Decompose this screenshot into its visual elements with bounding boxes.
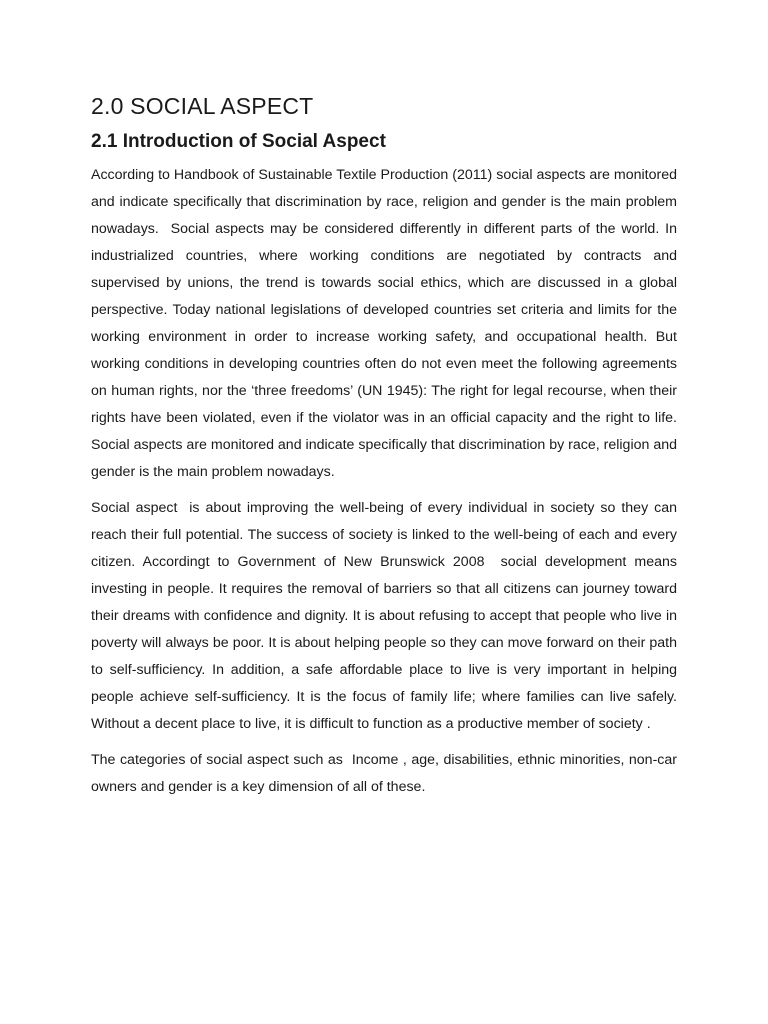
paragraph-2: Social aspect is about improving the well-being of every individual in society so they can reach their full potential. The success of society is linked to the well-being of each and every citizen. Accordingt to Government of New Brunswick 2008 social development means investing in people. It requires the removal of barriers so that all citizens can journey toward their dreams with confidence and dignity. It is about refusing to accept that people who live in poverty will always be poor. It is about helping people so they can move forward on their path to self-sufficiency. In addition, a safe affordable place to live is very important in helping people achieve self-sufficiency. It is the focus of family life; where families can live safely. Without a decent place to live, it is difficult to function as a productive member of society .	[91, 500, 681, 732]
section-title: 2.0 SOCIAL ASPECT	[91, 93, 314, 119]
subsection-title: 2.1 Introduction of Social Aspect	[91, 131, 386, 152]
paragraph-3: The categories of social aspect such as Income , age, disabilities, ethnic minorities, non-car owners and gender is a key dimension of all of these.	[91, 752, 681, 795]
document-page	[91, 92, 681, 810]
paragraph-1: According to Handbook of Sustainable Textile Production (2011) social aspects are monitored and indicate specifically that discrimination by race, religion and gender is the main problem nowadays. Social aspects may be considered differently in different parts of the world. In industrialized countries, where working conditions are negotiated by contracts and supervised by unions, the trend is towards social ethics, which are discussed in a global perspective. Today national legislations of developed countries set criteria and limits for the working environment in order to increase working safety, and occupational health. But working conditions in developing countries often do not even meet the following agreements on human rights, nor the ‘three freedoms’ (UN 1945): The right for legal recourse, when their rights have been violated, even if the violator was in an official capacity and the right to life. Social aspects are monitored and indicate specifically that discrimination by race, religion and gender is the main problem nowadays.	[91, 167, 681, 480]
